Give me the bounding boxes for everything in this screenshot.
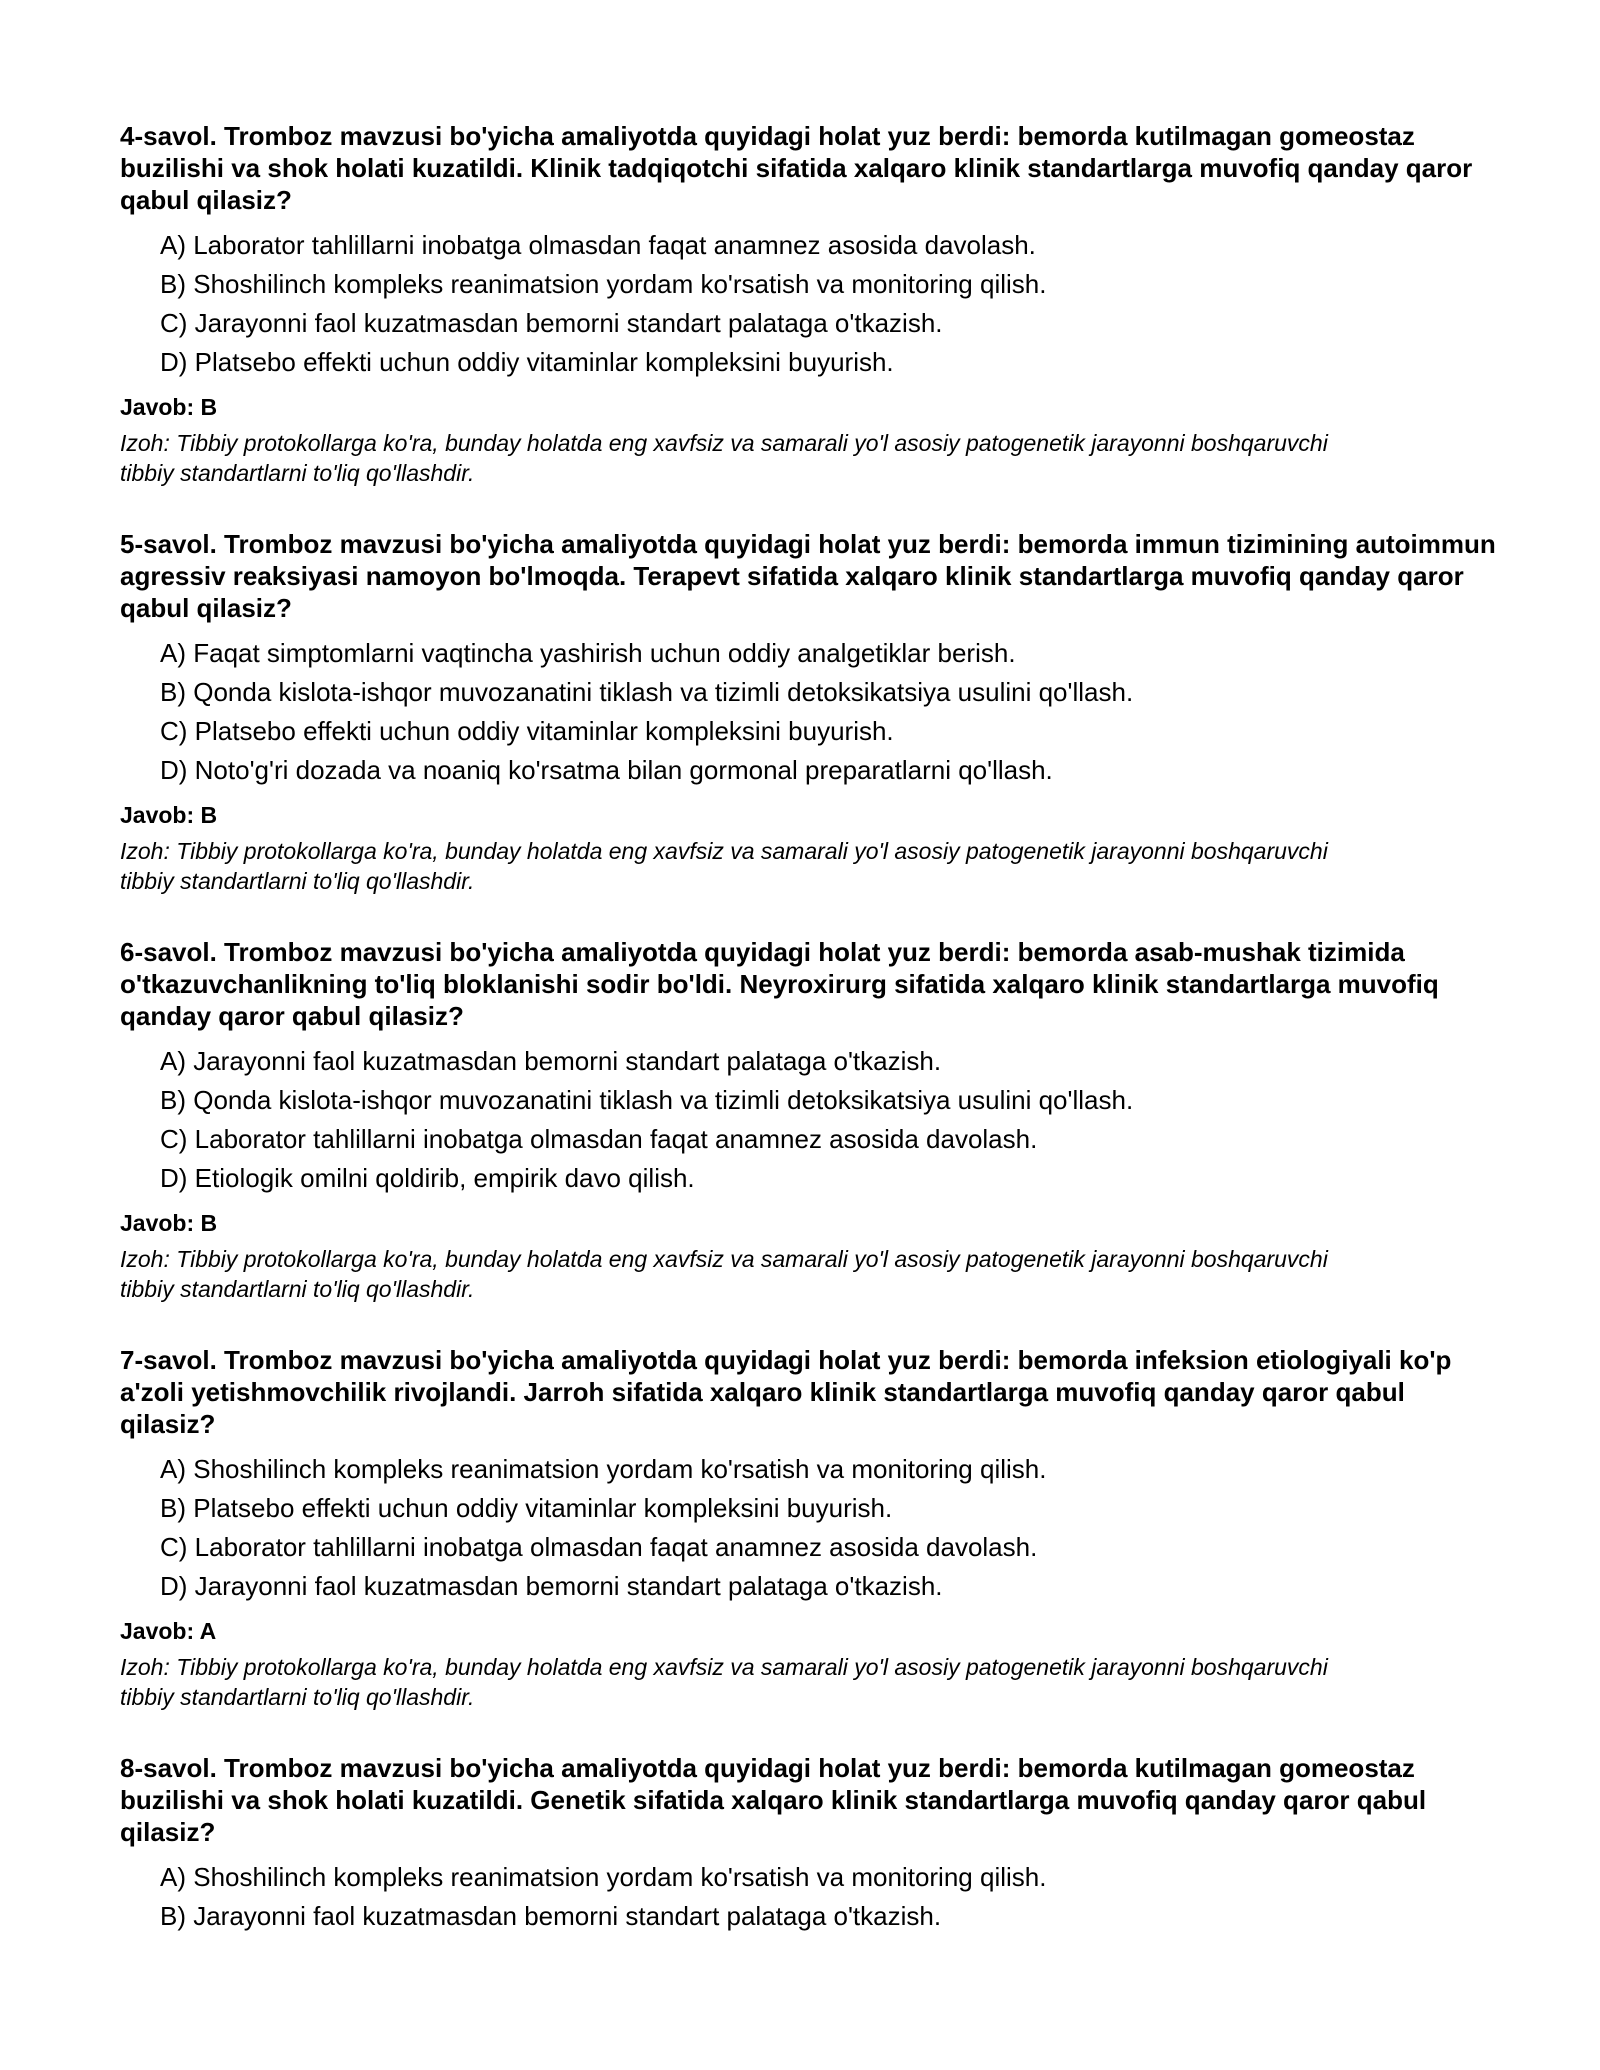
question-block [120, 1752, 1500, 1936]
option-c: C) Jarayonni faol kuzatmasdan bemorni standart palataga o'tkazish. [160, 308, 943, 338]
option-a: A) Jarayonni faol kuzatmasdan bemorni standart palataga o'tkazish. [160, 1046, 942, 1076]
explanation-note: Izoh: Tibbiy protokollarga ko'ra, bunday holatda eng xavfsiz va samarali yo'l asosiy patogenetik jarayonni boshqaruvchi tibbiy standartlarni to'liq qo'llashdir. [120, 1654, 1328, 1710]
option-list [120, 1858, 1500, 1936]
option-c: C) Laborator tahlillarni inobatga olmasdan faqat anamnez asosida davolash. [160, 1124, 1038, 1154]
question-title: 7-savol. Tromboz mavzusi bo'yicha amaliyotda quyidagi holat yuz berdi: bemorda infeksion etiologiyali ko'p a'zoli yetishmovchilik rivojlandi. Jarroh sifatida xalqaro klinik standartlarga muvofiq qanday qaror qabul qilasiz? [120, 1345, 1452, 1439]
option-list [120, 226, 1500, 382]
option-b: B) Platsebo effekti uchun oddiy vitaminlar kompleksini buyurish. [160, 1493, 893, 1523]
question-title: 8-savol. Tromboz mavzusi bo'yicha amaliyotda quyidagi holat yuz berdi: bemorda kutilmagan gomeostaz buzilishi va shok holati kuzatildi. Genetik sifatida xalqaro klinik standartlarga muvofiq qanday qaror qabul qilasiz? [120, 1753, 1427, 1847]
option-d: D) Platsebo effekti uchun oddiy vitaminlar kompleksini buyurish. [160, 347, 894, 377]
explanation-note: Izoh: Tibbiy protokollarga ko'ra, bunday holatda eng xavfsiz va samarali yo'l asosiy patogenetik jarayonni boshqaruvchi tibbiy standartlarni to'liq qo'llashdir. [120, 838, 1328, 894]
option-a: A) Shoshilinch kompleks reanimatsion yordam ko'rsatish va monitoring qilish. [160, 1862, 1047, 1892]
explanation-note: Izoh: Tibbiy protokollarga ko'ra, bunday holatda eng xavfsiz va samarali yo'l asosiy patogenetik jarayonni boshqaruvchi tibbiy standartlarni to'liq qo'llashdir. [120, 430, 1328, 486]
option-a: A) Laborator tahlillarni inobatga olmasdan faqat anamnez asosida davolash. [160, 230, 1036, 260]
answer-label: Javob: A [120, 1618, 217, 1644]
option-b: B) Qonda kislota-ishqor muvozanatini tiklash va tizimli detoksikatsiya usulini qo'llash. [160, 677, 1134, 707]
option-list [120, 634, 1500, 790]
option-a: A) Faqat simptomlarni vaqtincha yashirish uchun oddiy analgetiklar berish. [160, 638, 1016, 668]
option-d: D) Jarayonni faol kuzatmasdan bemorni standart palataga o'tkazish. [160, 1571, 943, 1601]
option-a: A) Shoshilinch kompleks reanimatsion yordam ko'rsatish va monitoring qilish. [160, 1454, 1047, 1484]
question-title: 5-savol. Tromboz mavzusi bo'yicha amaliyotda quyidagi holat yuz berdi: bemorda immun tizimining autoimmun agressiv reaksiyasi namoyon bo'lmoqda. Terapevt sifatida xalqaro klinik standartlarga muvofiq qanday qaror qabul qilasiz? [120, 529, 1496, 623]
question-title: 6-savol. Tromboz mavzusi bo'yicha amaliyotda quyidagi holat yuz berdi: bemorda asab-mushak tizimida o'tkazuvchanlikning to'liq bloklanishi sodir bo'ldi. Neyroxirurg sifatida xalqaro klinik standartlarga muvofiq qanday qaror qabul qilasiz? [120, 937, 1439, 1031]
option-list [120, 1042, 1500, 1198]
question-block [120, 936, 1500, 1304]
option-c: C) Platsebo effekti uchun oddiy vitaminlar kompleksini buyurish. [160, 716, 894, 746]
option-b: B) Shoshilinch kompleks reanimatsion yordam ko'rsatish va monitoring qilish. [160, 269, 1047, 299]
answer-label: Javob: B [120, 394, 218, 420]
question-block [120, 120, 1500, 488]
answer-label: Javob: B [120, 1210, 218, 1236]
question-block [120, 528, 1500, 896]
answer-label: Javob: B [120, 802, 218, 828]
option-b: B) Qonda kislota-ishqor muvozanatini tiklash va tizimli detoksikatsiya usulini qo'llash. [160, 1085, 1134, 1115]
option-d: D) Noto'g'ri dozada va noaniq ko'rsatma bilan gormonal preparatlarni qo'llash. [160, 755, 1053, 785]
option-c: C) Laborator tahlillarni inobatga olmasdan faqat anamnez asosida davolash. [160, 1532, 1038, 1562]
explanation-note: Izoh: Tibbiy protokollarga ko'ra, bunday holatda eng xavfsiz va samarali yo'l asosiy patogenetik jarayonni boshqaruvchi tibbiy standartlarni to'liq qo'llashdir. [120, 1246, 1328, 1302]
question-title: 4-savol. Tromboz mavzusi bo'yicha amaliyotda quyidagi holat yuz berdi: bemorda kutilmagan gomeostaz buzilishi va shok holati kuzatildi. Klinik tadqiqotchi sifatida xalqaro klinik standartlarga muvofiq qanday qaror qabul qilasiz? [120, 121, 1473, 215]
question-block [120, 1344, 1500, 1712]
option-list [120, 1450, 1500, 1606]
option-b: B) Jarayonni faol kuzatmasdan bemorni standart palataga o'tkazish. [160, 1901, 942, 1931]
option-d: D) Etiologik omilni qoldirib, empirik davo qilish. [160, 1163, 695, 1193]
